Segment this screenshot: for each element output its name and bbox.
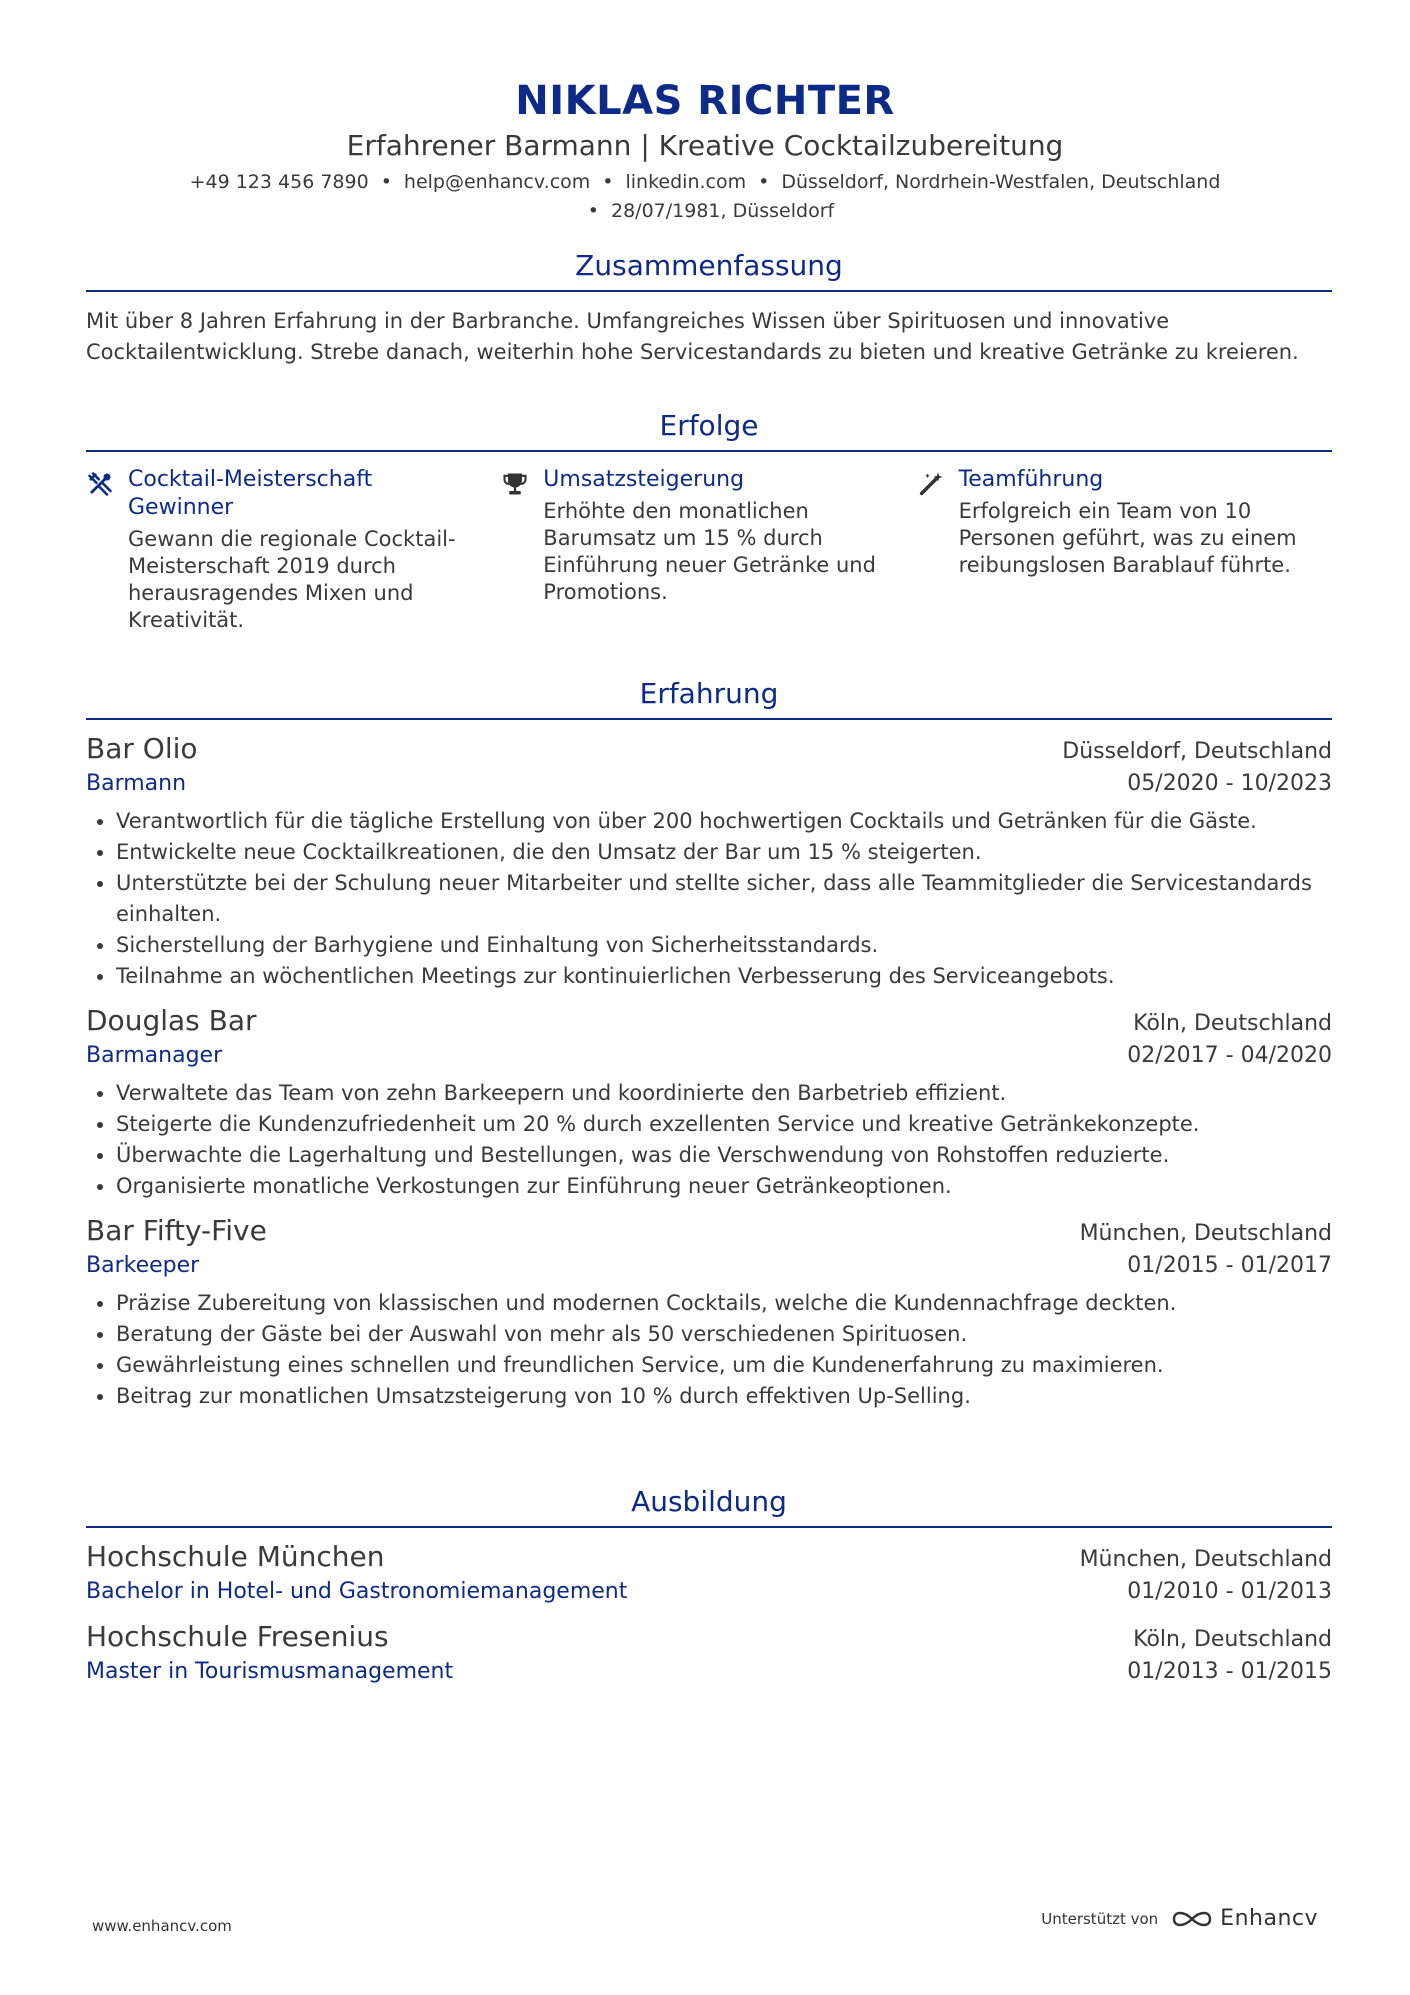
headline: Erfahrener Barmann | Kreative Cocktailzubereitung <box>346 129 1064 162</box>
job-bullets <box>86 1078 1332 1202</box>
section-title-achievements: Erfolge <box>86 408 1332 452</box>
job-header-row <box>86 1212 1332 1250</box>
achievement-desc: Erfolgreich ein Team von 10 Personen geführt, was zu einem reibungslosen Barablauf führte. <box>958 499 1297 577</box>
achievement-title: Umsatzsteigerung <box>543 467 745 492</box>
powered-by-label: Unterstützt von <box>1041 1909 1159 1928</box>
achievement-content <box>128 466 481 634</box>
job-role: Barmann <box>86 771 187 796</box>
job-entry <box>86 1002 1332 1202</box>
job-company: Douglas Bar <box>86 1004 257 1037</box>
trophy-icon <box>501 466 543 634</box>
job-bullet: • Steigerte die Kundenzufriedenheit um 20 % durch exzellenten Service und kreative Getränkekonzepte. <box>116 1109 1332 1140</box>
job-company: Bar Fifty-Five <box>86 1214 267 1247</box>
footer-branding[interactable] <box>1041 1906 1318 1931</box>
bullet-separator: • <box>602 171 614 193</box>
contact-location: Düsseldorf, Nordrhein-Westfalen, Deutschland <box>781 171 1221 193</box>
job-location: München, Deutschland <box>1079 1221 1332 1246</box>
contact-email[interactable]: help@enhancv.com <box>403 171 591 193</box>
achievement-item <box>86 466 501 634</box>
job-bullet: • Sicherstellung der Barhygiene und Einhaltung von Sicherheitsstandards. <box>116 930 1332 961</box>
hammer-wrench-icon <box>86 466 128 634</box>
job-entry <box>86 1212 1332 1412</box>
job-bullet: • Teilnahme an wöchentlichen Meetings zur kontinuierlichen Verbesserung des Serviceangebots. <box>116 961 1332 992</box>
achievement-title: Teamführung <box>958 467 1104 492</box>
job-subheader-row <box>86 1250 1332 1282</box>
brand-name: Enhancv <box>1220 1906 1318 1931</box>
bullet-separator: • <box>758 171 770 193</box>
achievement-item <box>917 466 1332 634</box>
job-bullet: • Beratung der Gäste bei der Auswahl von mehr als 50 verschiedenen Spirituosen. <box>116 1319 1332 1350</box>
school-name: Hochschule Fresenius <box>86 1620 389 1653</box>
job-role: Barmanager <box>86 1043 223 1068</box>
job-bullet: • Unterstützte bei der Schulung neuer Mitarbeiter und stellte sicher, dass alle Teammitglieder die Servicestandards einhalten. <box>116 868 1332 930</box>
degree: Master in Tourismusmanagement <box>86 1659 454 1684</box>
school-name: Hochschule München <box>86 1540 385 1573</box>
job-bullet: • Gewährleistung eines schnellen und freundlichen Service, um die Kundenerfahrung zu maximieren. <box>116 1350 1332 1381</box>
job-subheader-row <box>86 1040 1332 1072</box>
job-bullet: • Verwaltete das Team von zehn Barkeepern und koordinierte den Barbetrieb effizient. <box>116 1078 1332 1109</box>
bullet-separator: • <box>587 200 599 222</box>
job-dates: 05/2020 - 10/2023 <box>1127 771 1332 796</box>
job-bullet: • Verantwortlich für die tägliche Erstellung von über 200 hochwertigen Cocktails und Getränken für die Gäste. <box>116 806 1332 837</box>
job-company: Bar Olio <box>86 732 198 765</box>
job-header-row <box>86 1002 1332 1040</box>
summary-section <box>86 248 1332 368</box>
job-entry <box>86 730 1332 992</box>
job-bullet: • Präzise Zubereitung von klassischen und modernen Cocktails, welche die Kundennachfrage deckten. <box>116 1288 1332 1319</box>
school-location: München, Deutschland <box>1079 1547 1332 1572</box>
job-location: Düsseldorf, Deutschland <box>1062 739 1332 764</box>
achievement-content <box>543 466 896 634</box>
job-bullet: • Überwachte die Lagerhaltung und Bestellungen, was die Verschwendung von Rohstoffen reduzierte. <box>116 1140 1332 1171</box>
job-bullets <box>86 1288 1332 1412</box>
contact-phone[interactable]: +49 123 456 7890 <box>189 171 369 193</box>
achievement-desc: Gewann die regionale Cocktail-Meisterschaft 2019 durch herausragendes Mixen und Kreativität. <box>128 527 456 632</box>
achievements-grid <box>86 466 1332 634</box>
education-dates: 01/2010 - 01/2013 <box>1127 1579 1332 1604</box>
footer-website[interactable]: www.enhancv.com <box>92 1917 232 1935</box>
achievement-desc: Erhöhte den monatlichen Barumsatz um 15 % durch Einführung neuer Getränke und Promotions. <box>543 499 876 604</box>
contact-linkedin[interactable]: linkedin.com <box>625 171 747 193</box>
summary-text: Mit über 8 Jahren Erfahrung in der Barbranche. Umfangreiches Wissen über Spirituosen und innovative Cocktailentwicklung. Strebe danach, weiterhin hohe Servicestandards zu bieten und kreative Getränke zu kreieren. <box>86 309 1299 364</box>
job-bullets <box>86 806 1332 992</box>
section-title-education: Ausbildung <box>86 1484 1332 1528</box>
job-bullet: • Organisierte monatliche Verkostungen zur Einführung neuer Getränkeoptionen. <box>116 1171 1332 1202</box>
job-bullet: • Beitrag zur monatlichen Umsatzsteigerung von 10 % durch effektiven Up-Selling. <box>116 1381 1332 1412</box>
education-section <box>86 1484 1332 1688</box>
job-header-row <box>86 730 1332 768</box>
achievement-item <box>501 466 916 634</box>
education-subheader-row <box>86 1656 1332 1688</box>
section-title-experience: Erfahrung <box>86 676 1332 720</box>
resume-header <box>0 76 1410 226</box>
candidate-name: NIKLAS RICHTER <box>515 78 895 124</box>
school-location: Köln, Deutschland <box>1133 1627 1332 1652</box>
education-entry <box>86 1538 1332 1608</box>
bullet-separator: • <box>380 171 392 193</box>
job-dates: 02/2017 - 04/2020 <box>1127 1043 1332 1068</box>
contact-birth: 28/07/1981, Düsseldorf <box>611 200 835 222</box>
education-subheader-row <box>86 1576 1332 1608</box>
job-bullet: • Entwickelte neue Cocktailkreationen, die den Umsatz der Bar um 15 % steigerten. <box>116 837 1332 868</box>
education-dates: 01/2013 - 01/2015 <box>1127 1659 1332 1684</box>
enhancv-logo-icon <box>1170 1907 1214 1931</box>
degree: Bachelor in Hotel- und Gastronomiemanagement <box>86 1579 628 1604</box>
education-header-row <box>86 1618 1332 1656</box>
achievements-section <box>86 408 1332 634</box>
education-entry <box>86 1618 1332 1688</box>
job-location: Köln, Deutschland <box>1133 1011 1332 1036</box>
experience-section <box>86 676 1332 1412</box>
job-subheader-row <box>86 768 1332 800</box>
magic-wand-icon <box>917 466 959 634</box>
education-header-row <box>86 1538 1332 1576</box>
section-title-summary: Zusammenfassung <box>86 248 1332 292</box>
job-role: Barkeeper <box>86 1253 200 1278</box>
achievement-title: Cocktail-Meisterschaft Gewinner <box>128 467 373 520</box>
contact-line <box>135 168 1275 226</box>
job-dates: 01/2015 - 01/2017 <box>1127 1253 1332 1278</box>
achievement-content <box>959 466 1312 634</box>
